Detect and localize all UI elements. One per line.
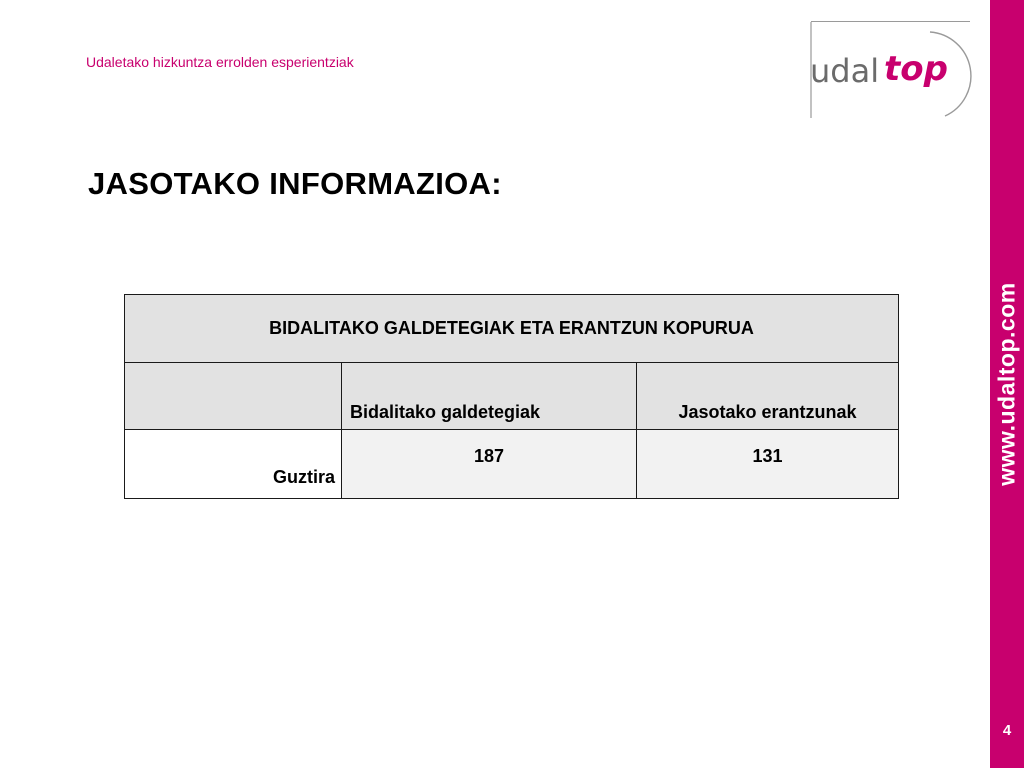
presentation-subtitle: Udaletako hizkuntza errolden esperientziak — [86, 54, 354, 70]
table-caption-row — [125, 295, 899, 363]
table-header-row — [125, 363, 899, 430]
value-sent: 187 — [342, 430, 637, 499]
row-label-total: Guztira — [125, 430, 342, 499]
slide-heading: JASOTAKO INFORMAZIOA: — [88, 166, 502, 201]
table-caption: BIDALITAKO GALDETEGIAK ETA ERANTZUN KOPURUA — [125, 295, 899, 363]
responses-table — [124, 294, 899, 499]
empty-header-cell — [125, 363, 342, 430]
udaltop-logo — [810, 20, 972, 120]
page-number: 4 — [1002, 722, 1012, 739]
website-url: www.udaltop.com — [993, 282, 1020, 486]
column-header-sent: Bidalitako galdetegiak — [342, 363, 637, 430]
value-received: 131 — [637, 430, 899, 499]
column-header-received: Jasotako erantzunak — [637, 363, 899, 430]
svg-text:udal: udal — [810, 52, 880, 90]
svg-text:top: top — [884, 49, 948, 89]
table-row — [125, 430, 899, 499]
